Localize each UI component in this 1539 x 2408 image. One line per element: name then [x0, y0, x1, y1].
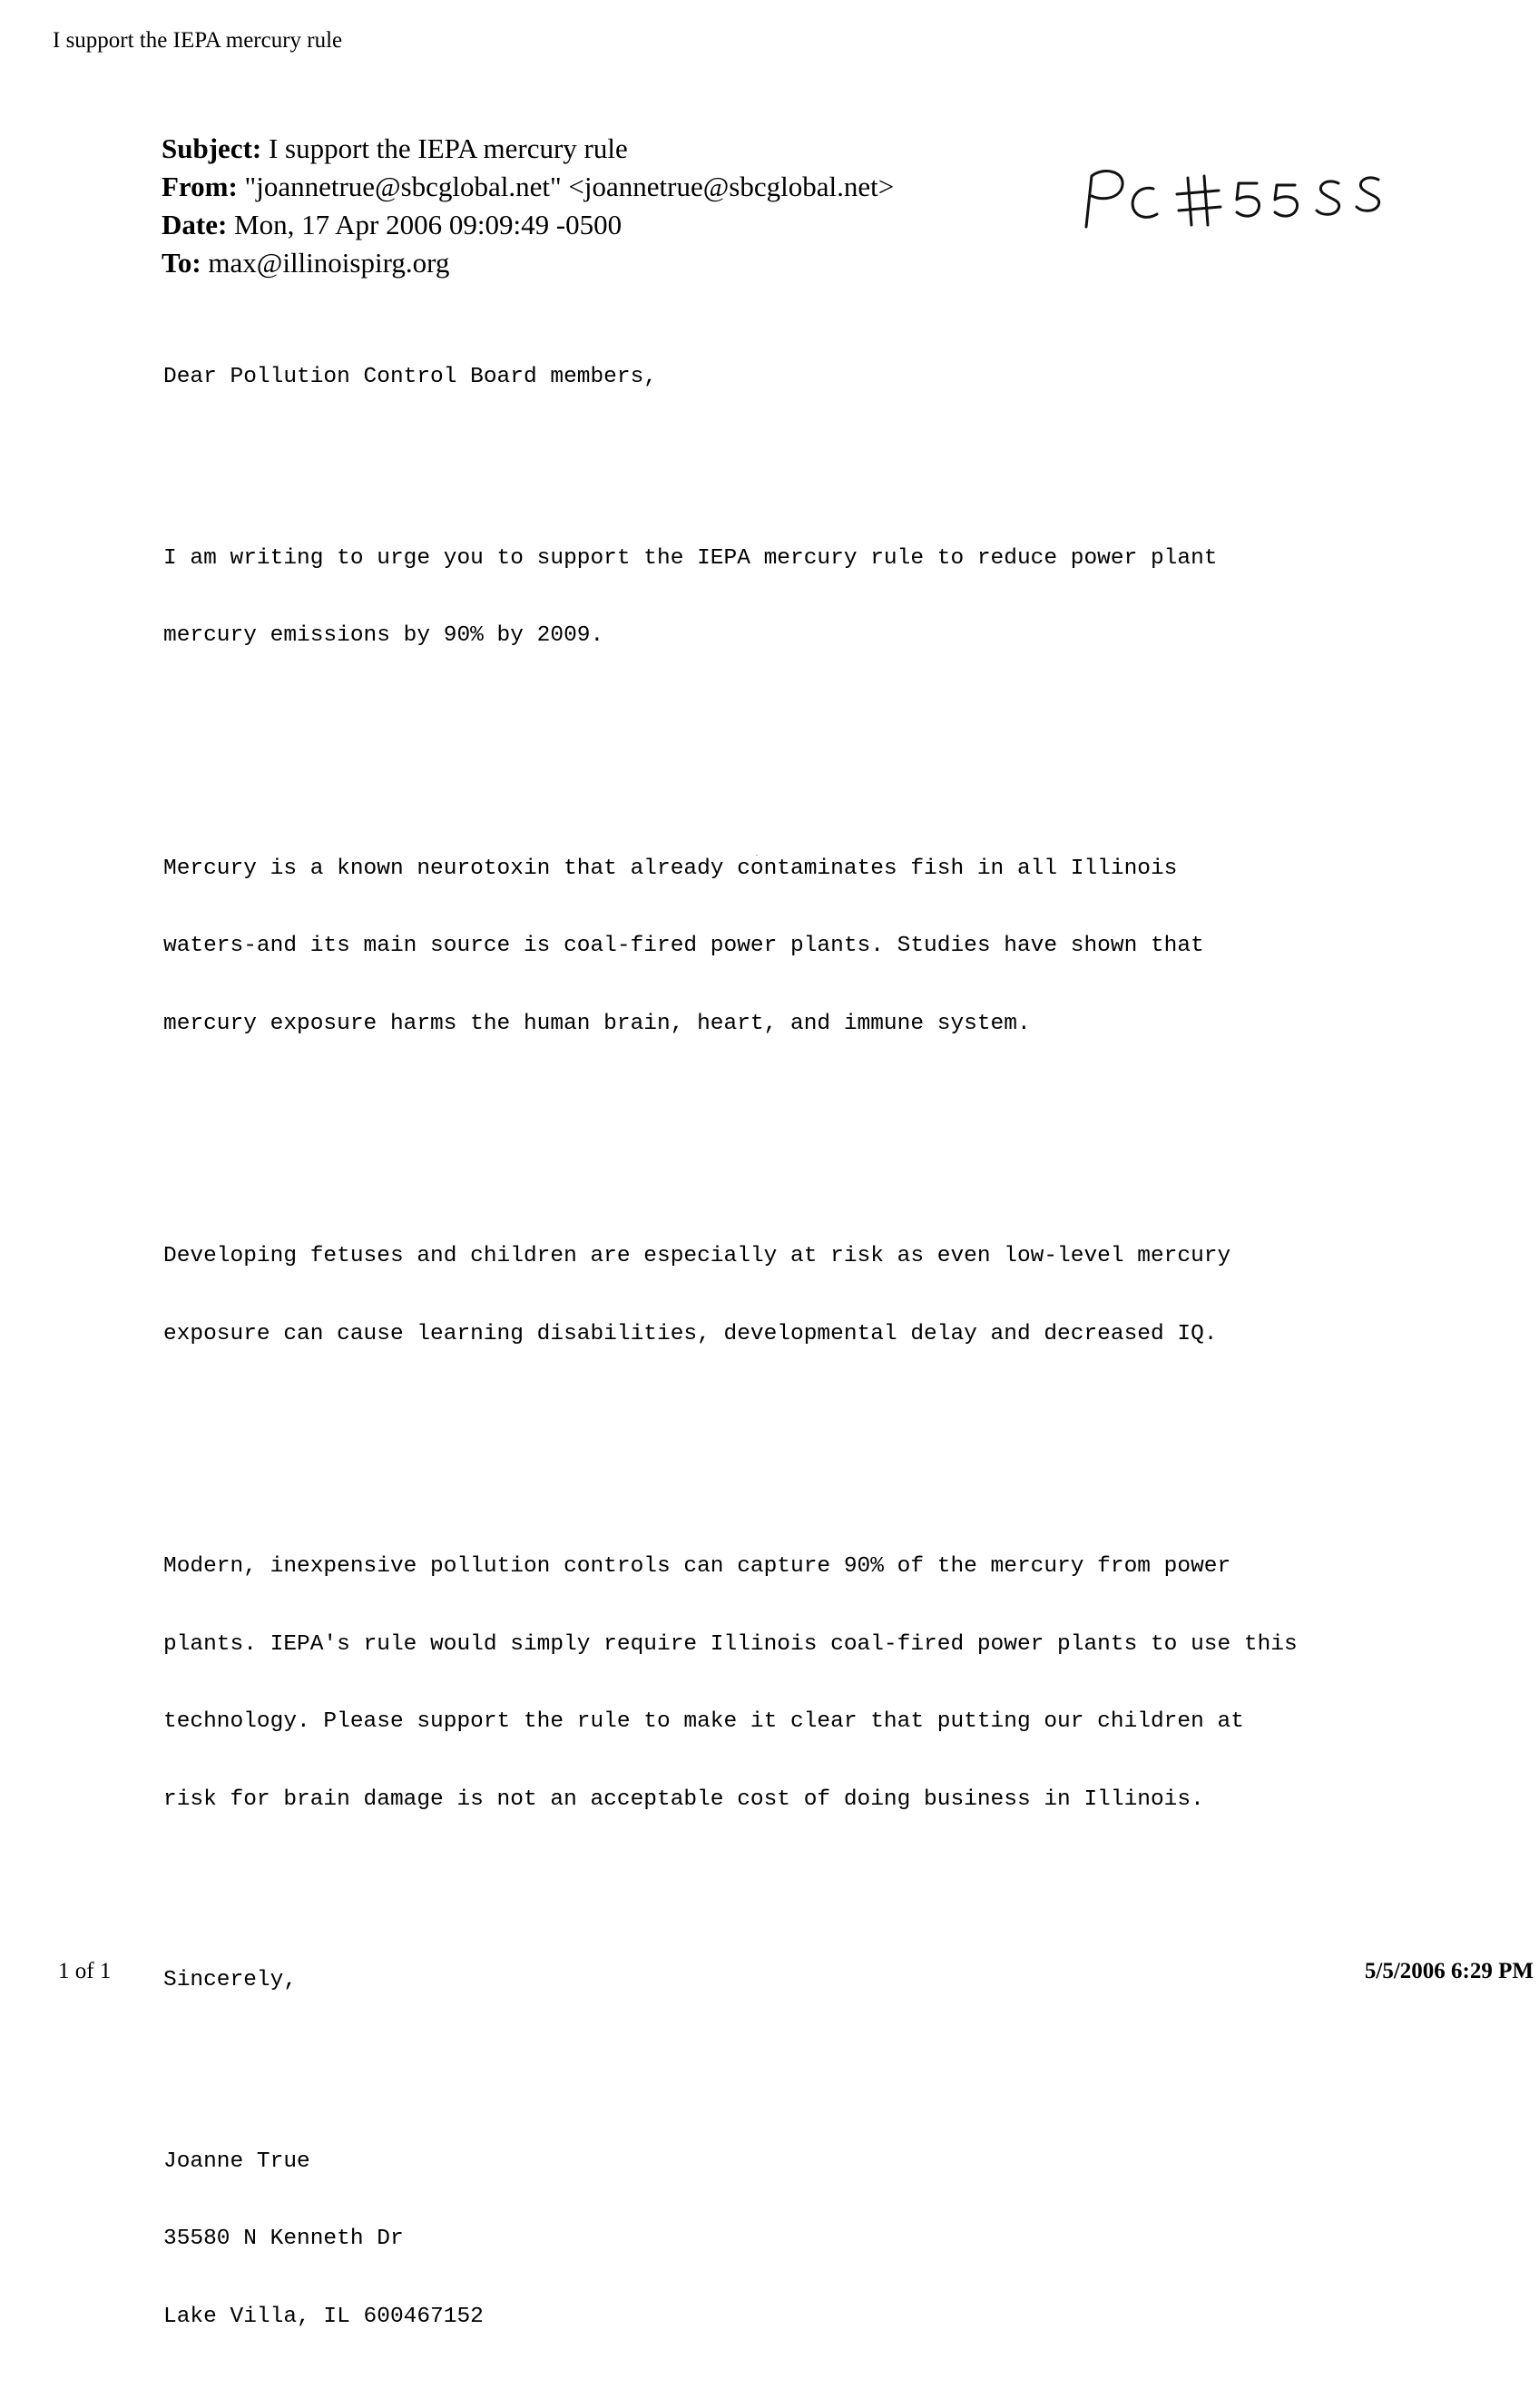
- to-row: [162, 244, 894, 282]
- paragraph-line: Modern, inexpensive pollution controls can capture 90% of the mercury from power: [163, 1554, 1231, 1579]
- date-label: Date:: [162, 209, 228, 240]
- paragraph-line: Mercury is a known neurotoxin that already contaminates fish in all Illinois: [163, 856, 1178, 881]
- printed-timestamp: 5/5/2006 6:29 PM: [1364, 1959, 1534, 1983]
- signature-city: Lake Villa, IL 600467152: [163, 2304, 484, 2329]
- subject-label: Subject:: [162, 132, 262, 164]
- subject-value: I support the IEPA mercury rule: [268, 132, 628, 164]
- subject-row: [162, 130, 894, 168]
- date-row: [162, 206, 894, 244]
- page-header-title: I support the IEPA mercury rule: [53, 28, 343, 53]
- paragraph-line: technology. Please support the rule to make it clear that putting our children at: [163, 1709, 1244, 1734]
- paragraph-line: Developing fetuses and children are especially at risk as even low-level mercury: [163, 1244, 1231, 1268]
- paragraph-4: [163, 1503, 1298, 1865]
- signature-street: 35580 N Kenneth Dr: [163, 2227, 404, 2251]
- email-headers: [162, 130, 894, 282]
- paragraph-3: [163, 1192, 1298, 1399]
- handwritten-pc-number: [1077, 165, 1407, 247]
- email-body: [163, 313, 1298, 2408]
- paragraph-line: waters-and its main source is coal-fired power plants. Studies have shown that: [163, 934, 1204, 958]
- paragraph-line: risk for brain damage is not an acceptable cost of doing business in Illinois.: [163, 1786, 1204, 1812]
- paragraph-1: [163, 494, 1298, 701]
- from-row: [162, 168, 894, 206]
- paragraph-line: mercury emissions by 90% by 2009.: [163, 623, 604, 648]
- page-number: 1 of 1: [58, 1959, 112, 1983]
- from-label: From:: [162, 171, 238, 202]
- signature-block: [163, 2098, 1298, 2383]
- paragraph-line: exposure can cause learning disabilities, developmental delay and decreased IQ.: [163, 1321, 1218, 1346]
- paragraph-line: mercury exposure harms the human brain, heart, and immune system.: [163, 1011, 1031, 1036]
- from-value: "joannetrue@sbcglobal.net" <joannetrue@sbcglobal.net>: [244, 171, 895, 202]
- handwritten-pc-number-drawing: [1077, 165, 1407, 247]
- to-label: To:: [162, 247, 201, 279]
- paragraph-2: [163, 805, 1298, 1090]
- closing: Sincerely,: [163, 1968, 298, 1992]
- date-value: Mon, 17 Apr 2006 09:09:49 -0500: [234, 209, 622, 240]
- scan-speck: [756, 855, 758, 856]
- paragraph-line: plants. IEPA's rule would simply require Illinois coal-fired power plants to use this: [163, 1631, 1298, 1657]
- signature-name: Joanne True: [163, 2149, 310, 2174]
- to-value: max@illinoispirg.org: [208, 247, 450, 279]
- paragraph-line: I am writing to urge you to support the IEPA mercury rule to reduce power plant: [163, 545, 1218, 571]
- greeting: Dear Pollution Control Board members,: [163, 365, 657, 389]
